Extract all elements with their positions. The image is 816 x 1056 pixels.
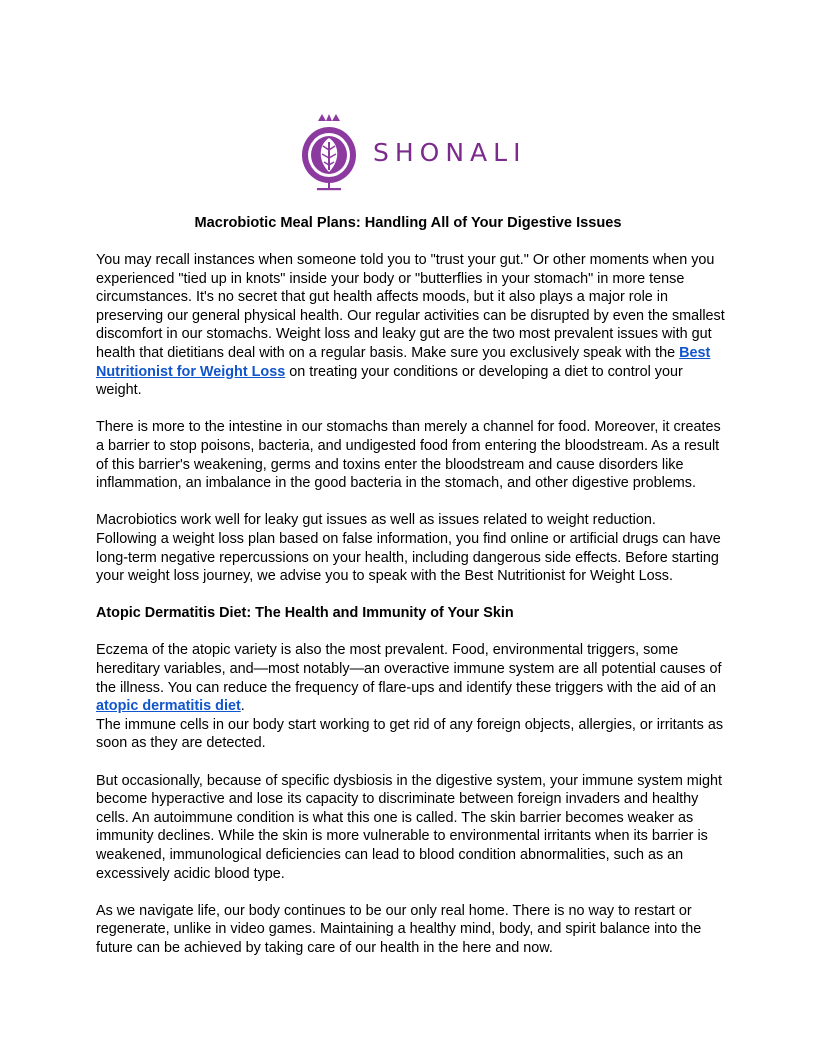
paragraph-intro: You may recall instances when someone told you to "trust your gut." Or other moments when you experienced "tied up in knots" inside your body or "butterflies in your stomach" in more tense circumstances. It's no secret that gut health affects moods, but it also plays a major role in preserving our general physical health. Our regular activities can be disrupted by even the smallest discomfort in our stomachs. Weight loss and leaky gut are the two most prevalent issues with gut health that dietitians deal with on a regular basis. Make sure you exclusively speak with the Best Nutritionist for Weight Loss on treating your conditions or developing a diet to control your weight. bbox=[96, 252, 725, 399]
section-heading-atopic: Atopic Dermatitis Diet: The Health and Immunity of Your Skin bbox=[96, 605, 514, 622]
brand-name: SHONALI bbox=[373, 138, 527, 167]
paragraph-immune-cells: The immune cells in our body start working to get rid of any foreign objects, allergies, or irritants as soon as they are detected. bbox=[96, 716, 724, 752]
page-title: Macrobiotic Meal Plans: Handling All of Your Digestive Issues bbox=[194, 215, 622, 231]
best-nutritionist-link[interactable]: Best Nutritionist for Weight Loss bbox=[96, 344, 711, 380]
paragraph-eczema: Eczema of the atopic variety is also the most prevalent. Food, environmental triggers, some hereditary variables, and—most notably—an overactive immune system are all potential causes of the illness. You can reduce the frequency of flare-ups and identify these triggers with the aid of an atopic dermatitis diet. bbox=[96, 642, 722, 715]
brand-logo bbox=[0, 112, 816, 196]
paragraph-intestine: There is more to the intestine in our stomachs than merely a channel for food. Moreover, it creates a barrier to stop poisons, bacteria, and undigested food from entering the bloodstream. As a result of this barrier's weakening, germs and toxins enter the bloodstream and cause disorders like inflammation, an imbalance in the good bacteria in the stomach, and other digestive problems. bbox=[96, 419, 721, 492]
paragraph-dysbiosis: But occasionally, because of specific dysbiosis in the digestive system, your immune system might become hyperactive and lose its capacity to discriminate between foreign invaders and healthy cells. An autoimmune condition is what this one is called. The skin barrier becomes weaker as immunity declines. While the skin is more vulnerable to environmental irritants when its barrier is weakened, immunological deficiencies can lead to blood condition abnormalities, such as an excessively acidic blood type. bbox=[96, 772, 722, 882]
paragraph-weight-loss-plan: Following a weight loss plan based on false information, you find online or artificial drugs can have long-term negative repercussions on your health, including dangerous side effects. Before starting your weight loss journey, we advise you to speak with the Best Nutritionist for Weight Loss. bbox=[96, 530, 721, 585]
paragraph-conclusion: As we navigate life, our body continues to be our only real home. There is no way to restart or regenerate, unlike in video games. Maintaining a healthy mind, body, and spirit balance into the future can be achieved by taking care of our health in the here and now. bbox=[96, 902, 702, 956]
atopic-dermatitis-diet-link[interactable]: atopic dermatitis diet bbox=[96, 698, 241, 715]
paragraph-macrobiotics: Macrobiotics work well for leaky gut issues as well as issues related to weight reduction. bbox=[96, 512, 656, 529]
pomegranate-leaf-icon bbox=[299, 112, 359, 194]
document-body bbox=[96, 251, 726, 976]
